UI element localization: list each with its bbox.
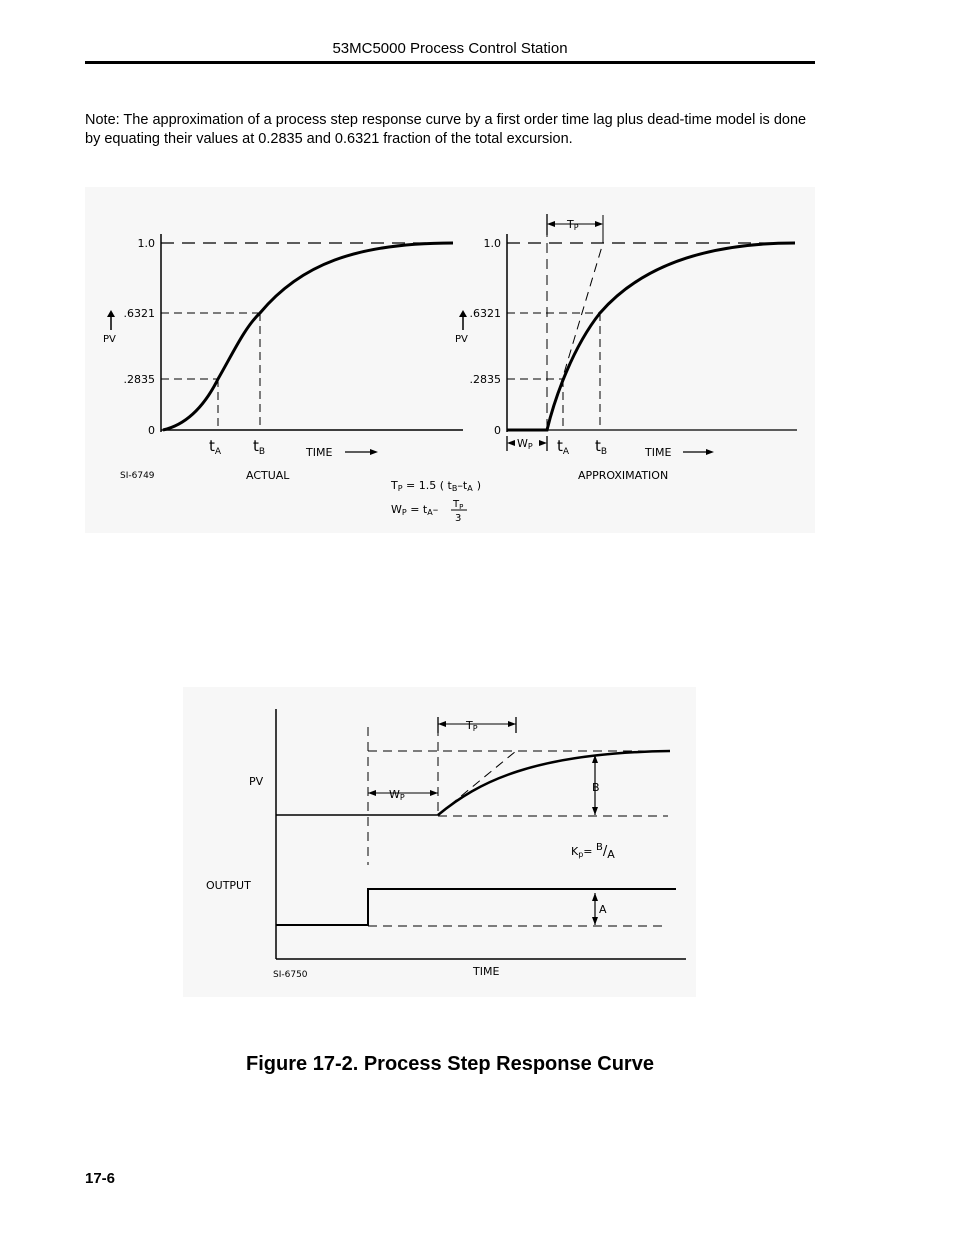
header-rule bbox=[85, 61, 815, 64]
figure-top-svg bbox=[85, 187, 815, 533]
approx-title: APPROXIMATION bbox=[578, 469, 669, 482]
bottom-wp-label: WP bbox=[389, 788, 405, 802]
actual-tick-0: 0 bbox=[148, 424, 155, 437]
bottom-time-label: TIME bbox=[473, 965, 500, 978]
approx-tick-6321: .6321 bbox=[469, 307, 501, 320]
page-header-title: 53MC5000 Process Control Station bbox=[332, 40, 568, 57]
formula-tp: TP = 1.5 ( tB–tA ) bbox=[391, 479, 481, 493]
actual-tick-2835: .2835 bbox=[123, 373, 155, 386]
pv-label: PV bbox=[249, 775, 264, 788]
formula-wp: WP = tA– bbox=[391, 503, 439, 517]
figure-code-bottom: SI-6750 bbox=[273, 970, 308, 980]
approx-tick-2835: .2835 bbox=[469, 373, 501, 386]
figure-top bbox=[85, 187, 815, 533]
a-label: A bbox=[599, 903, 607, 916]
approx-tp-label: TP bbox=[567, 218, 579, 232]
approx-wp-label: WP bbox=[517, 437, 533, 451]
approx-time-label: TIME bbox=[645, 446, 672, 459]
figure-caption: Figure 17-2. Process Step Response Curve bbox=[246, 1053, 654, 1075]
actual-pv-label: PV bbox=[103, 334, 116, 345]
approx-tick-1: 1.0 bbox=[483, 237, 501, 250]
figure-bottom-svg bbox=[183, 687, 696, 997]
kp-formula: Kp= B/A bbox=[571, 842, 615, 861]
approx-ta-marker: $t_A$ bbox=[557, 437, 570, 457]
actual-tb-marker: $t_B$ bbox=[253, 437, 266, 457]
b-label: B bbox=[592, 781, 600, 794]
actual-tick-1: 1.0 bbox=[137, 237, 155, 250]
actual-tick-6321: .6321 bbox=[123, 307, 155, 320]
actual-ta-marker: $t_A$ bbox=[209, 437, 222, 457]
page-number: 17-6 bbox=[85, 1170, 116, 1187]
approx-panel bbox=[455, 214, 797, 482]
formula-wp-numerator: $T_P$ bbox=[453, 499, 464, 511]
formula-wp-denominator: 3 bbox=[455, 513, 462, 524]
note-paragraph: Note: The approximation of a process step response curve by a first order time lag plus dead-time model is done by equating their values at 0.2835 and 0.6321 fraction of the total excursion. bbox=[85, 112, 807, 147]
actual-title: ACTUAL bbox=[246, 469, 290, 482]
figure-code-top: SI-6749 bbox=[120, 471, 155, 481]
approx-pv-label: PV bbox=[455, 334, 468, 345]
bottom-tp-label: TP bbox=[466, 719, 478, 733]
actual-time-label: TIME bbox=[306, 446, 333, 459]
approx-tick-0: 0 bbox=[494, 424, 501, 437]
figure-bottom bbox=[183, 687, 696, 997]
approx-tb-marker: $t_B$ bbox=[595, 437, 608, 457]
actual-panel bbox=[103, 234, 463, 482]
output-label: OUTPUT bbox=[206, 879, 251, 892]
